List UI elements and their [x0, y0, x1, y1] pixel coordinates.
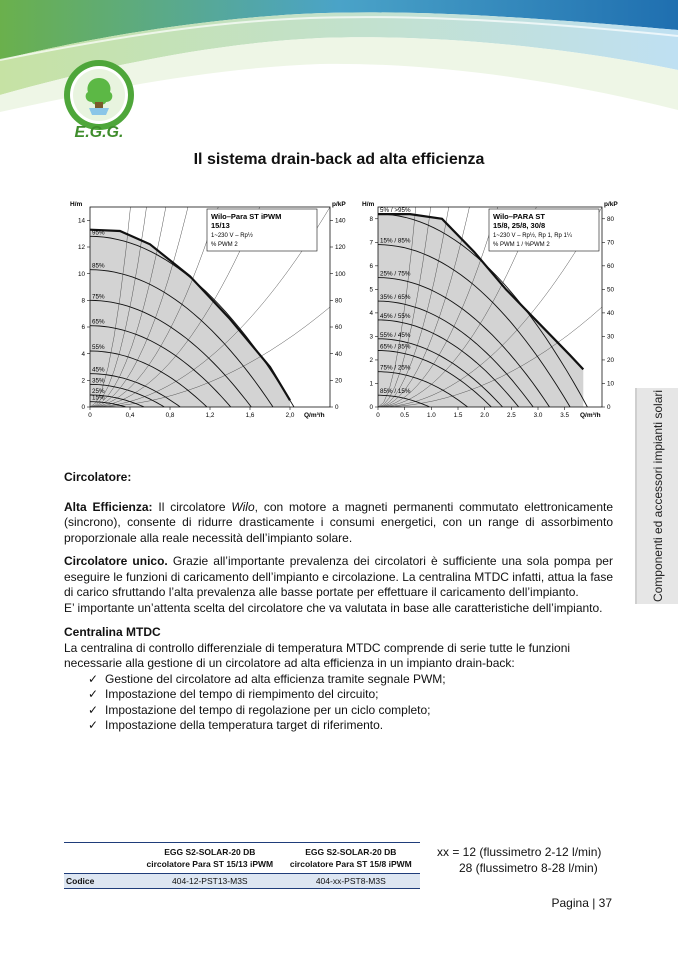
logo-text: E.G.G. — [74, 124, 124, 141]
chart-subtitle: 15/8, 25/8, 30/8 — [493, 221, 546, 230]
x-tick-label: 0,4 — [125, 412, 135, 419]
side-tab — [635, 388, 678, 604]
curve-label: 15% — [92, 394, 105, 402]
y-tick-right-label: 0 — [335, 404, 339, 412]
y-axis-label-right: p/kP — [604, 201, 618, 208]
list-item-text: Gestione del circolatore ad alta efficienza tramite segnale PWM; — [105, 671, 446, 686]
check-icon: ✓ — [88, 718, 99, 732]
check-icon: ✓ — [88, 702, 99, 717]
x-ticks — [376, 407, 569, 419]
x-tick-label: 0.5 — [400, 412, 410, 419]
chart-note: % PWM 1 / %PWM 2 — [493, 242, 550, 248]
alta-efficienza-label: Alta Efficienza: — [64, 499, 153, 514]
y-tick-right-label: 50 — [607, 286, 615, 294]
x-tick-label: 1,2 — [205, 412, 215, 419]
y-tick-label: 0 — [81, 404, 85, 412]
curve-label: 95% — [92, 229, 105, 237]
x-tick-label: 2.5 — [506, 412, 516, 419]
y-tick-right-label: 10 — [607, 380, 615, 388]
y-axis-label: H/m — [70, 201, 83, 208]
chart-para-st-15-13 — [64, 194, 366, 422]
curve-label: 75% / 25% — [380, 364, 411, 372]
y-tick-right-label: 40 — [607, 310, 615, 318]
chart-title: Wilo–Para ST iPWM — [211, 212, 282, 221]
note-line: xx = 12 (flussimetro 2-12 l/min) — [437, 845, 602, 859]
list-item — [88, 672, 613, 688]
curve-label: 25% — [92, 388, 105, 395]
y-tick-label: 2 — [369, 357, 373, 365]
chart-fill-area — [90, 230, 290, 407]
circolatore-unico-label: Circolatore unico. — [64, 554, 168, 568]
y-tick-label: 2 — [81, 377, 85, 385]
curve-label: 45% — [92, 366, 105, 374]
col-header-line: EGG S2-SOLAR-20 DB — [305, 847, 397, 857]
y-tick-right-label: 0 — [607, 404, 611, 412]
list-item-text: Impostazione del tempo di riempimento del circuito; — [105, 687, 379, 701]
y-ticks-right — [602, 216, 615, 411]
y-tick-label: 7 — [369, 239, 373, 247]
feature-list — [64, 672, 613, 734]
page-number: Pagina | 37 — [551, 896, 612, 910]
x-axis-label: Q/m³/h — [580, 412, 601, 419]
chart-note: 1~230 V – Rp½, Rp 1, Rp 1¼ — [493, 233, 572, 239]
curve-label: 35% / 65% — [380, 294, 411, 302]
section-heading-mtdc: Centralina MTDC — [64, 625, 161, 639]
table-corner — [64, 843, 138, 874]
x-axis-label: Q/m³/h — [304, 412, 325, 419]
y-tick-label: 4 — [81, 350, 85, 358]
y-tick-right-label: 80 — [607, 215, 615, 223]
y-ticks-right — [330, 218, 346, 412]
y-tick-label: 1 — [369, 380, 373, 388]
text-wilo: Wilo — [231, 499, 255, 514]
y-tick-right-label: 20 — [607, 357, 615, 365]
y-tick-right-label: 140 — [335, 217, 346, 225]
table-col-header — [282, 843, 420, 874]
table-row — [64, 874, 420, 889]
y-tick-label: 6 — [369, 263, 373, 271]
y-tick-right-label: 120 — [335, 244, 346, 252]
curve-label: 85% — [92, 262, 105, 270]
paragraph-attenta-scelta: E’ importante un’attenta scelta del circolatore che va valutata in base alle caratteristiche dell’impianto. — [64, 600, 603, 615]
list-item-text: Impostazione della temperatura target di riferimento. — [105, 718, 384, 732]
y-tick-label: 5 — [369, 286, 373, 294]
flowmeter-notes — [437, 845, 601, 876]
section-heading-circolatore: Circolatore: — [64, 470, 132, 484]
curve-label: 55% — [92, 344, 105, 351]
product-code-table — [64, 842, 420, 889]
col-header-line: EGG S2-SOLAR-20 DB — [164, 847, 256, 857]
y-tick-label: 14 — [77, 217, 85, 225]
chart-title: Wilo–PARA ST — [493, 212, 546, 221]
note-line: 28 (flussimetro 8-28 l/min) — [459, 860, 598, 875]
col-header-line: circolatore Para ST 15/13 iPWM — [146, 859, 274, 869]
y-axis-label: H/m — [362, 201, 375, 208]
y-tick-right-label: 40 — [335, 350, 343, 358]
x-tick-label: 1.0 — [426, 412, 436, 419]
y-tick-label: 12 — [77, 244, 85, 252]
curve-label: 45% / 55% — [380, 312, 411, 320]
y-ticks — [78, 218, 90, 412]
x-ticks — [88, 407, 295, 419]
paragraph-circolatore-unico — [64, 554, 613, 601]
curve-label: 5% / >95% — [380, 207, 411, 215]
y-tick-right-label: 30 — [607, 333, 615, 341]
text-span: Il circolatore — [152, 499, 232, 514]
curve-label: 65% — [92, 318, 105, 326]
curve-label: 85% / 15% — [380, 388, 411, 396]
y-tick-right-label: 70 — [607, 239, 615, 247]
x-tick-label: 2,0 — [285, 412, 295, 419]
x-tick-label: 1,6 — [245, 412, 255, 419]
curve-label: 55% / 45% — [380, 331, 411, 339]
table-header-row — [64, 843, 420, 874]
y-tick-right-label: 100 — [335, 270, 346, 278]
y-ticks — [369, 216, 378, 411]
check-icon: ✓ — [88, 671, 99, 686]
y-tick-label: 4 — [369, 310, 373, 318]
y-tick-label: 10 — [77, 270, 85, 278]
paragraph-alta-efficienza — [64, 500, 613, 547]
side-tab-label: Componenti ed accessori impianti solari — [651, 389, 665, 603]
table-row-label: Codice — [64, 874, 138, 889]
y-axis-label-right: p/kP — [332, 201, 346, 208]
curve-label: 35% — [92, 377, 105, 385]
y-tick-label: 0 — [369, 404, 373, 412]
chart-para-st-15-8 — [362, 194, 630, 422]
curve-label: 25% / 75% — [380, 270, 411, 278]
chart-subtitle: 15/13 — [211, 221, 230, 230]
text-span: Grazie all’importante prevalenza dei circolatori è sufficiente una sola pompa per eseguire le funzioni di caricamento dell’impianto e circolazione. La centralina MTDC infatti, attua la fase di carico sfruttando l’alta prevalenza alle basse portate per effettuare il caricamento dell’impianto. — [64, 554, 613, 599]
egg-logo — [62, 58, 136, 132]
x-tick-label: 3.0 — [533, 412, 543, 419]
list-item — [88, 718, 613, 734]
table-cell: 404-12-PST13-M3S — [138, 874, 282, 889]
table-cell: 404-xx-PST8-M3S — [282, 874, 420, 889]
list-item-text: Impostazione del tempo di regolazione per un ciclo completo; — [105, 702, 431, 717]
y-tick-label: 8 — [369, 215, 373, 223]
text-span: , con motore a magneti permanenti commutato elettronicamente (sincrono), consente di ridurre drasticamente i consumi energetici, con un range di assorbimento proporzionale alla reale necessità dell’impianto solare. — [64, 499, 614, 545]
y-tick-label: 6 — [81, 324, 85, 332]
check-icon: ✓ — [88, 687, 99, 701]
x-tick-label: 0 — [88, 412, 92, 419]
x-tick-label: 0,8 — [165, 412, 175, 419]
curve-label: 75% — [92, 293, 105, 301]
page-title: Il sistema drain-back ad alta efficienza — [193, 151, 485, 168]
x-tick-label: 0 — [376, 412, 380, 419]
col-header-line: circolatore Para ST 15/8 iPWM — [289, 859, 412, 869]
y-tick-right-label: 60 — [607, 263, 615, 271]
y-tick-right-label: 20 — [335, 377, 343, 385]
paragraph-mtdc: La centralina di controllo differenziale di temperatura MTDC comprende di serie tutte le funzioni necessarie alla gestione di un circolatore ad alta efficienza in un impianto drain-back: — [64, 640, 571, 670]
y-tick-right-label: 80 — [335, 297, 343, 305]
curve-label: 65% / 35% — [380, 343, 411, 351]
y-tick-label: 3 — [369, 333, 373, 341]
chart-note: 1~230 V – Rp½ — [211, 233, 253, 239]
x-tick-label: 2.0 — [480, 412, 490, 419]
main-content — [64, 470, 613, 734]
curve-label: 15% / 85% — [380, 237, 411, 245]
y-tick-label: 8 — [81, 297, 85, 305]
chart-note: % PWM 2 — [211, 242, 238, 248]
table-col-header — [138, 843, 282, 874]
list-item — [88, 703, 613, 719]
x-tick-label: 1.5 — [453, 412, 463, 419]
list-item — [88, 687, 613, 703]
y-tick-right-label: 60 — [335, 324, 343, 332]
x-tick-label: 3.5 — [560, 412, 570, 419]
